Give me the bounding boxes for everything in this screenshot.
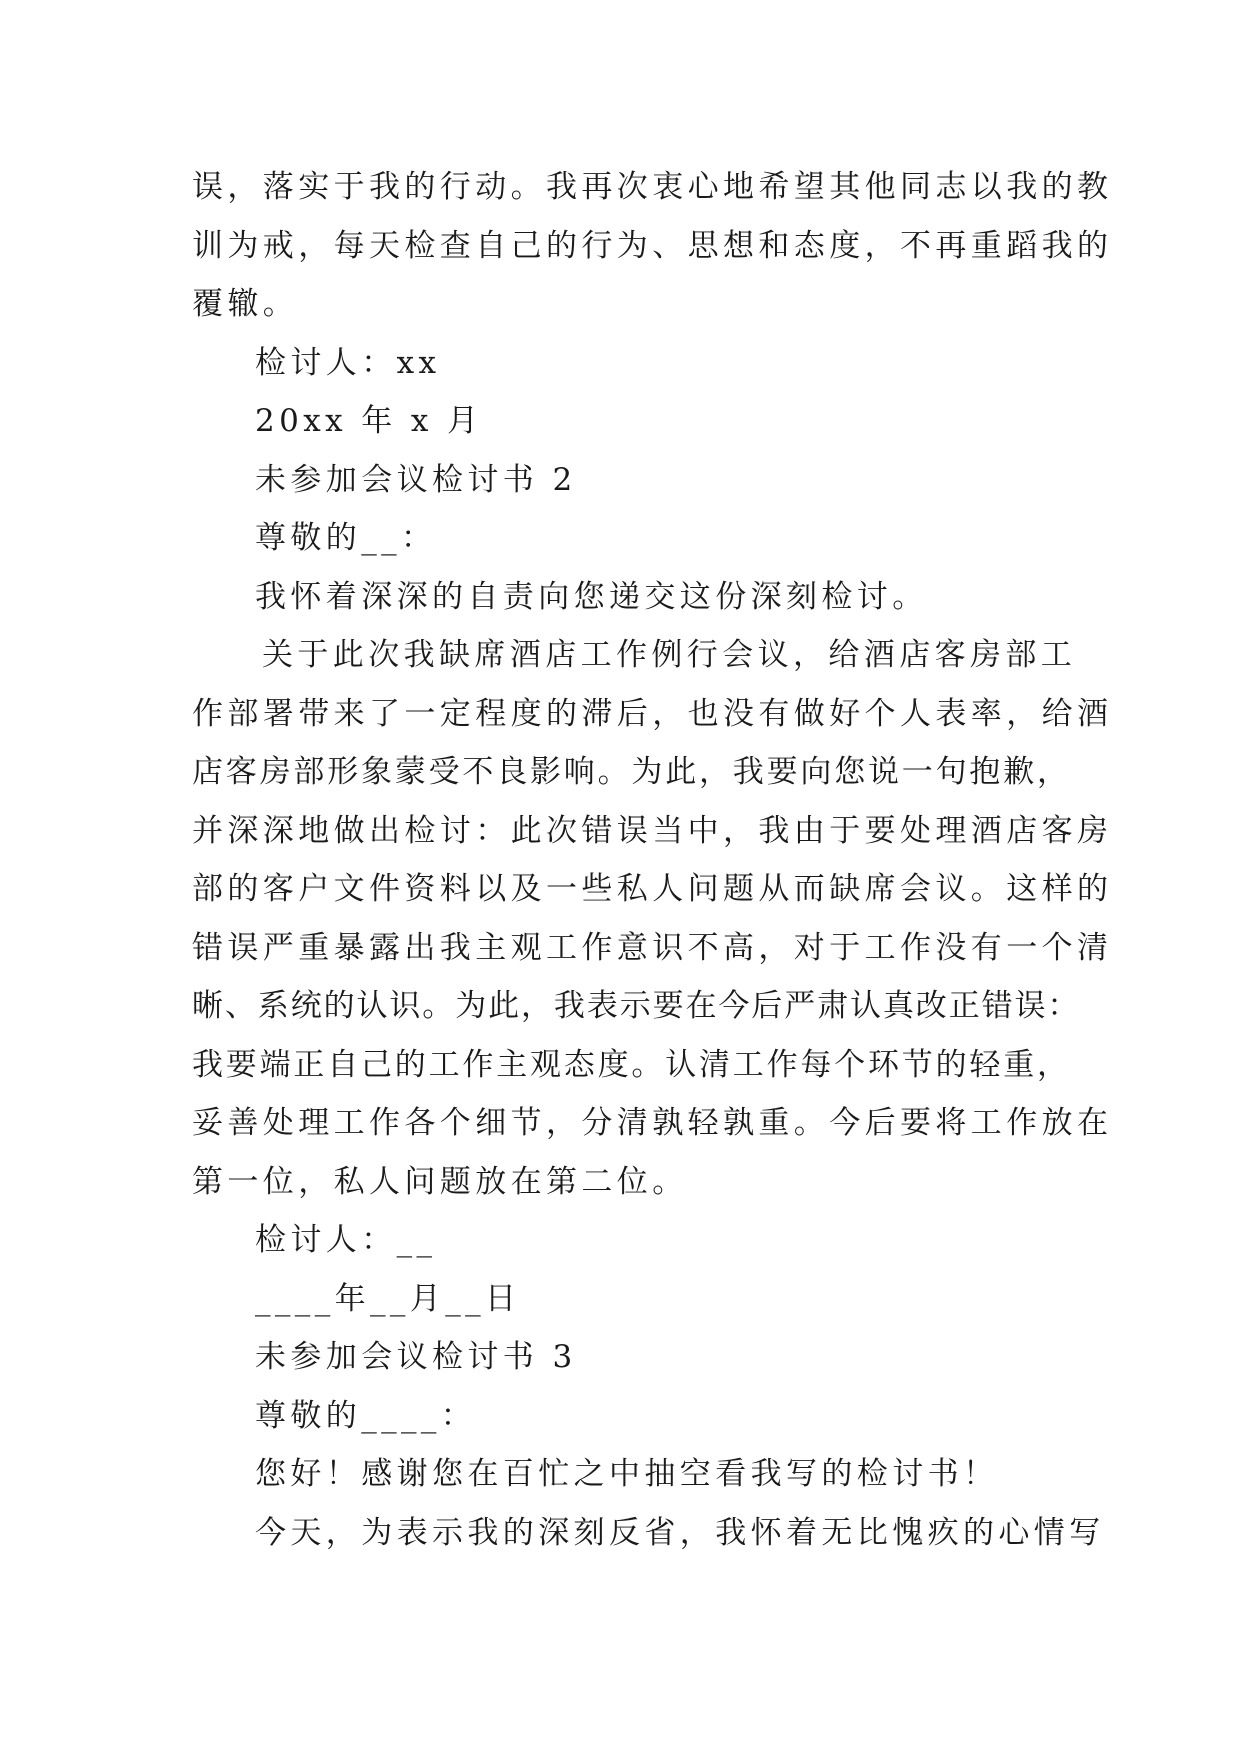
paragraph-line: 您好！感谢您在百忙之中抽空看我写的检讨书！ [255,1456,999,1492]
paragraph-line: 我要端正自己的工作主观态度。认清工作每个环节的轻重， [192,1046,1071,1083]
date-line: 20xx 年 x 月 [255,403,483,439]
section-title: 未参加会议检讨书 2 [255,461,577,498]
paragraph-line: 并深深地做出检讨：此次错误当中，我由于要处理酒店客房 [192,812,1113,849]
paragraph-line: 作部署带来了一定程度的滞后，也没有做好个人表率，给酒 [192,695,1113,732]
signature-label: 检讨人：xx [255,344,441,381]
paragraph-line: 我怀着深深的自责向您递交这份深刻检讨。 [255,578,928,615]
paragraph-line: 部的客户文件资料以及一些私人问题从而缺席会议。这样的 [192,871,1113,907]
paragraph-line: 关于此次我缺席酒店工作例行会议，给酒店客房部工 [262,637,1077,673]
signature-label: 检讨人：__ [255,1222,437,1258]
document-page [192,158,1113,1562]
paragraph-line: 今天，为表示我的深刻反省，我怀着无比愧疚的心情写 [255,1514,1105,1551]
salutation: 尊敬的__： [255,520,437,556]
date-line: ____年__月__日 [255,1280,521,1317]
salutation: 尊敬的____： [255,1397,477,1434]
paragraph-line: 覆辙。 [192,286,299,322]
section-title: 未参加会议检讨书 3 [255,1339,577,1375]
paragraph-line: 第一位，私人问题放在第二位。 [192,1163,688,1200]
paragraph-line: 晰、系统的认识。为此，我表示要在今后严肃认真改正错误： [192,988,1081,1024]
paragraph-line: 错误严重暴露出我主观工作意识不高，对于工作没有一个清 [192,929,1113,966]
paragraph-line: 误，落实于我的行动。我再次衷心地希望其他同志以我的教 [192,169,1113,205]
paragraph-line: 训为戒，每天检查自己的行为、思想和态度，不再重蹈我的 [192,227,1113,264]
paragraph-line: 店客房部形象蒙受不良影响。为此，我要向您说一句抱歉， [192,754,1071,790]
paragraph-line: 妥善处理工作各个细节，分清孰轻孰重。今后要将工作放在 [192,1105,1113,1141]
